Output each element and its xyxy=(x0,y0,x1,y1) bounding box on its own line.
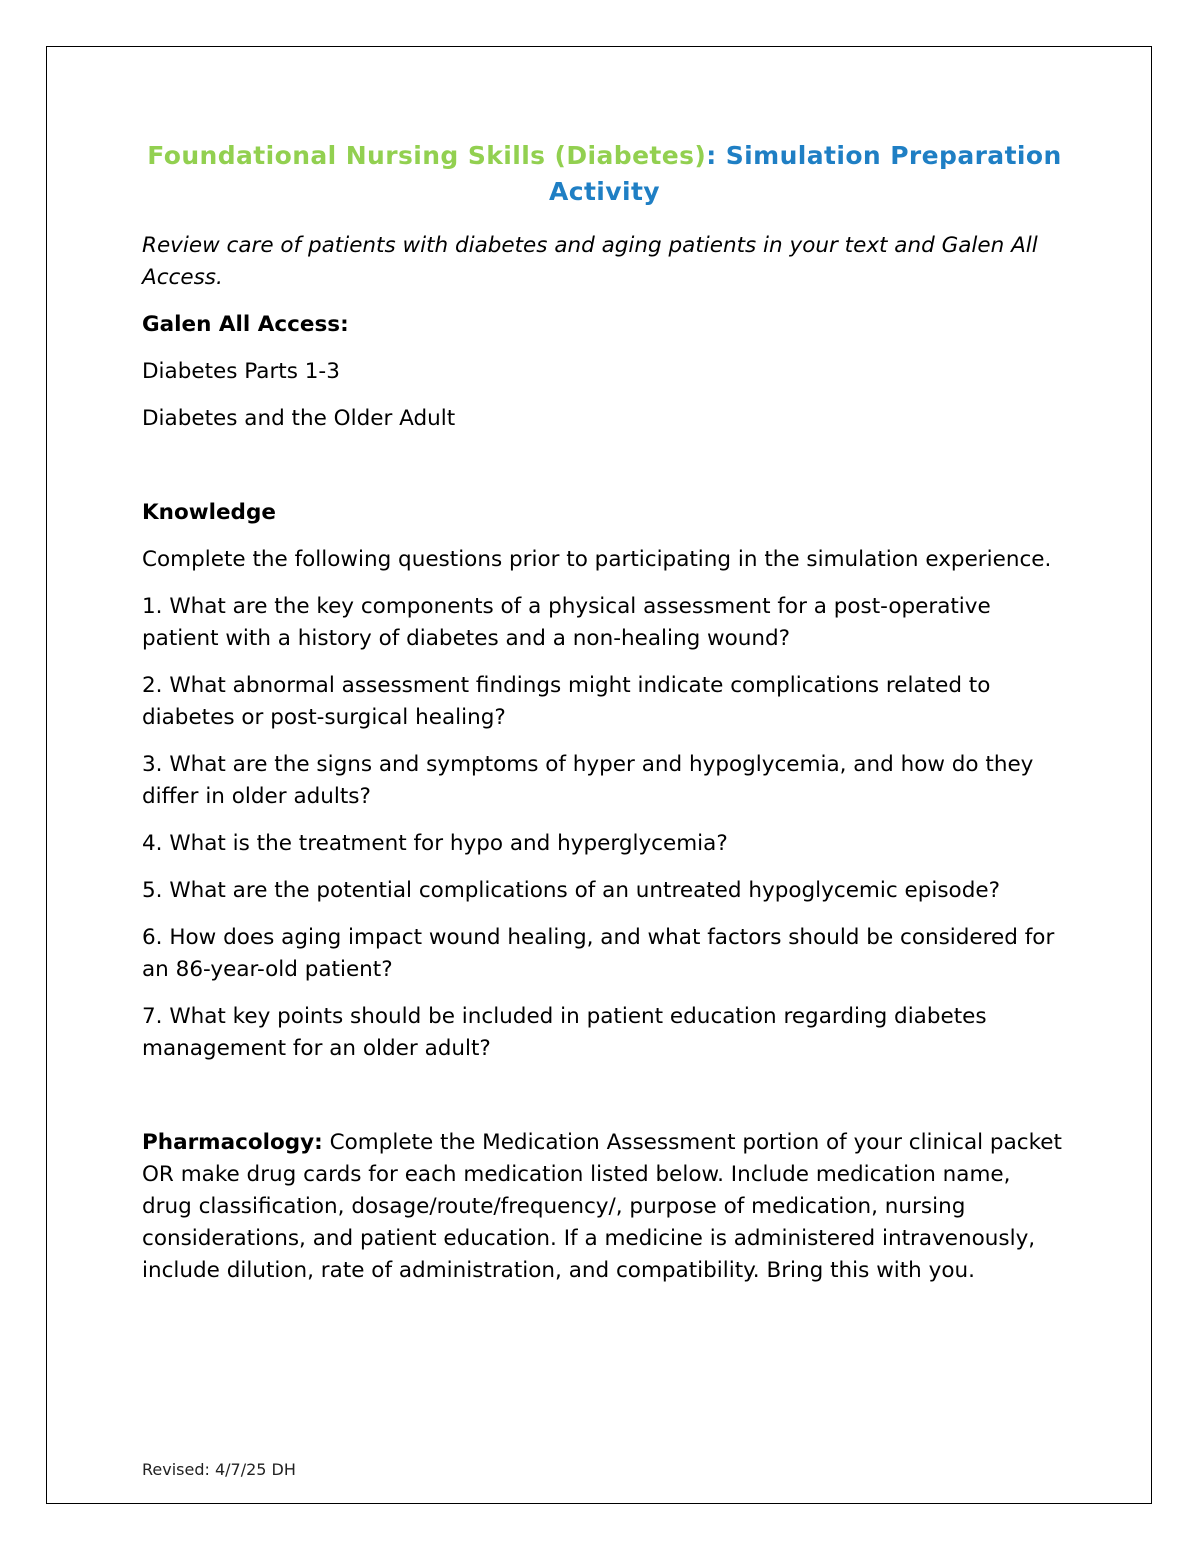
title-activity: : Simulation Preparation Activity xyxy=(548,141,1062,206)
question-item: 5. What are the potential complications of an untreated hypoglycemic episode? xyxy=(142,878,1000,903)
question-item: 1. What are the key components of a physical assessment for a post-operative patient with a history of diabetes and a non-healing wound? xyxy=(142,594,991,651)
question-item: 6. How does aging impact wound healing, and what factors should be considered for an 86-year-old patient? xyxy=(142,925,1055,982)
pharmacology-paragraph xyxy=(142,1127,1067,1287)
page-title xyxy=(142,138,1067,210)
document-body xyxy=(142,138,1067,1287)
knowledge-instructions: Complete the following questions prior to participating in the simulation experience. xyxy=(142,547,1052,572)
pharmacology-text: Complete the Medication Assessment portion of your clinical packet OR make drug cards for each medication listed below. Include medication name, drug classification, dosage/route/frequency/, purpose of medication, nursing considerations, and patient education. If a medicine is administered intravenously, include dilution, rate of administration, and compatibility. Bring this with you. xyxy=(142,1130,1062,1283)
spacer xyxy=(142,450,1067,497)
intro-text: Review care of patients with diabetes and aging patients in your text and Galen All Access. xyxy=(142,233,1038,290)
question-item: 4. What is the treatment for hypo and hyperglycemia? xyxy=(142,831,728,856)
galen-item: Diabetes Parts 1-3 xyxy=(142,359,340,384)
title-course: Foundational Nursing Skills (Diabetes) xyxy=(147,141,707,170)
galen-heading: Galen All Access: xyxy=(142,312,349,337)
spacer xyxy=(142,1080,1067,1127)
galen-item: Diabetes and the Older Adult xyxy=(142,406,456,431)
revision-footer: Revised: 4/7/25 DH xyxy=(142,1460,296,1479)
pharmacology-label: Pharmacology: xyxy=(142,1130,323,1155)
question-item: 7. What key points should be included in patient education regarding diabetes management for an older adult? xyxy=(142,1004,987,1061)
question-item: 2. What abnormal assessment findings might indicate complications related to diabetes or post-surgical healing? xyxy=(142,673,991,730)
knowledge-heading: Knowledge xyxy=(142,500,276,525)
question-item: 3. What are the signs and symptoms of hyper and hypoglycemia, and how do they differ in older adults? xyxy=(142,752,1034,809)
